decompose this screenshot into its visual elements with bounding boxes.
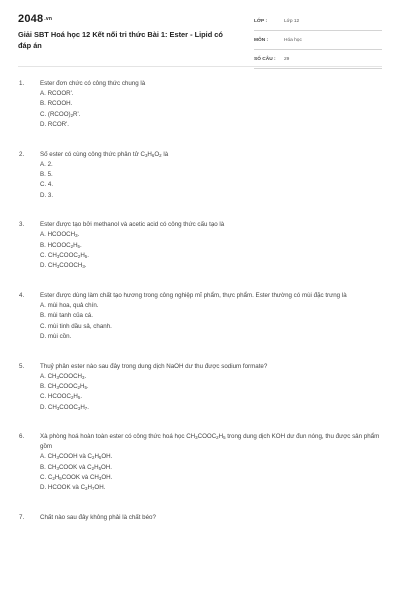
question-item: [0, 291, 400, 343]
answer-option: C. $CH_3COOC_2H_5$.: [40, 252, 89, 260]
question-item: [0, 362, 400, 414]
meta-row-subject: [254, 31, 382, 50]
meta-label: LỚP :: [254, 18, 268, 24]
answer-option: C. mùi tinh dầu sả, chanh.: [40, 322, 112, 330]
question-stem: Số ester có cùng công thức phân tử $C_3H_6O_2$ là: [40, 150, 169, 158]
answer-option: A. $CH_3COOH$ và $C_2H_5OH$.: [40, 453, 113, 461]
answer-option: A. $CH_3COOCH_3$.: [40, 372, 87, 380]
answer-option: A. $HCOOCH_3$.: [40, 231, 80, 239]
question-stem: Chất nào sau đây không phải là chất béo?: [40, 513, 156, 521]
meta-label: SỐ CÂU :: [254, 56, 276, 62]
question-item: [0, 79, 400, 131]
question-number: 1.: [19, 80, 25, 87]
answer-option: B. 5.: [40, 171, 53, 179]
answer-option: D. HCOOK và $C_3H_7OH$.: [40, 484, 106, 492]
answer-option: B. mùi tanh của cá.: [40, 312, 93, 320]
answer-option: B. $CH_3COOC_2H_5$.: [40, 382, 89, 390]
answer-option: D. 3.: [40, 191, 54, 199]
answer-option: A. 2.: [40, 160, 53, 168]
question-number: 3.: [19, 221, 25, 229]
site-logo[interactable]: 2048.vn: [18, 13, 53, 25]
question-number: 7.: [19, 513, 25, 521]
answer-option: A. mùi hoa, quả chín.: [40, 301, 99, 309]
answer-option: A. RCOOR'.: [40, 90, 74, 97]
question-number: 5.: [19, 362, 25, 370]
answer-option: B. $HCOOC_2H_5$.: [40, 241, 82, 249]
question-list: [0, 79, 400, 542]
document-meta: [254, 12, 382, 69]
meta-value: 29: [284, 56, 290, 62]
meta-row-grade: [254, 12, 382, 31]
answer-option: D. $CH_3COOC_3H_7$.: [40, 403, 89, 411]
meta-label: MÔN :: [254, 37, 269, 43]
question-stem: Ester được dùng làm chất tạo hương trong công nghiệp mĩ phẩm, thực phẩm. Ester thường có mùi đặc trưng là: [40, 291, 347, 299]
answer-option: D. mùi cồn.: [40, 333, 72, 341]
answer-option: C. $(RCOO)_2R'$.: [40, 110, 81, 118]
question-stem: Thuỷ phân ester nào sau đây trong dung dịch NaOH dư thu được sodium formate?: [40, 362, 268, 370]
answer-option: D. RCOR'.: [40, 121, 70, 129]
question-number: 2.: [19, 150, 25, 158]
answer-option: C. $HCOOC_2H_5$.: [40, 393, 83, 401]
answer-option: B. RCOOH.: [40, 100, 73, 108]
question-number: 4.: [19, 291, 25, 299]
question-stem: Ester được tạo bởi methanol và acetic acid có công thức cấu tạo là: [40, 221, 225, 229]
meta-value: Lớp 12: [284, 18, 300, 24]
question-item: [0, 513, 400, 523]
meta-value: Hóa học: [284, 37, 302, 43]
answer-option: C. 4.: [40, 181, 54, 189]
question-stem: Ester đơn chức có công thức chung là: [40, 80, 146, 87]
answer-option: C. $C_2H_5COOK$ và $CH_3OH$.: [40, 473, 113, 481]
question-item: [0, 220, 400, 272]
document-title: Giải SBT Hoá học 12 Kết nối tri thức Bài 1: Ester - Lipid có đáp án: [18, 30, 223, 50]
question-stem: Xà phòng hoá hoàn toàn ester có công thức hoá học $CH_3COOC_2H_5$ trong dung dịch KOH dư đun nóng, thu được sản phẩm gồm: [40, 433, 380, 451]
answer-option: B. $CH_3COOK$ và $C_2H_5OH$.: [40, 463, 113, 471]
question-number: 6.: [19, 433, 25, 441]
header-divider: [18, 66, 382, 67]
question-item: [0, 150, 400, 202]
answer-option: D. $CH_3COOCH_3$.: [40, 262, 87, 270]
question-item: [0, 432, 400, 494]
